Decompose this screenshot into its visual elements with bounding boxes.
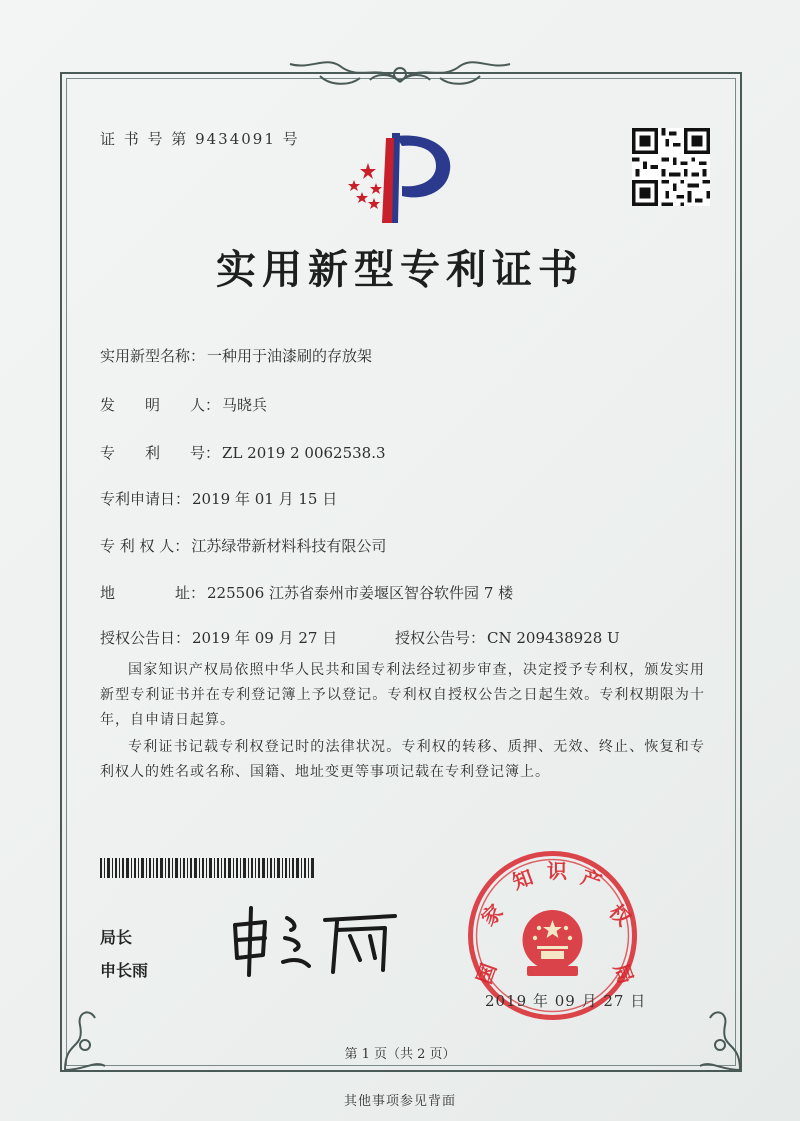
- certificate-number: 证 书 号 第 9434091 号: [100, 130, 300, 148]
- director-signature: [225, 900, 405, 980]
- svg-text:知: 知: [509, 864, 537, 895]
- field-value: ZL 2019 2 0062538.3: [222, 444, 386, 462]
- cnipa-logo-icon: [340, 128, 465, 223]
- field-value: 江苏绿带新材料科技有限公司: [191, 537, 387, 555]
- field-grant-number: [395, 627, 620, 648]
- director-title: 局长: [100, 928, 133, 947]
- director-name: 申长雨: [100, 961, 149, 980]
- barcode-icon: [100, 858, 315, 878]
- statement-paragraph-2: 专利证书记载专利权登记时的法律状况。专利权的转移、质押、无效、终止、恢复和专利权人的姓名或名称、国籍、地址变更等事项记载在专利登记簿上。: [100, 739, 705, 780]
- field-label: 发 明 人：: [100, 396, 221, 414]
- field-grant-date: [100, 627, 337, 648]
- field-label: 授权公告日：: [100, 629, 191, 647]
- svg-text:权: 权: [604, 899, 636, 931]
- field-value: 2019 年 09 月 27 日: [192, 629, 338, 647]
- field-label: 专利申请日：: [100, 490, 191, 508]
- field-filing-date: [100, 488, 337, 509]
- field-utility-model-name: [100, 345, 372, 366]
- top-ornament: [280, 52, 520, 92]
- svg-text:国: 国: [471, 960, 502, 988]
- field-address: [100, 582, 513, 603]
- field-value: 一种用于油漆刷的存放架: [207, 347, 373, 365]
- svg-text:识: 识: [547, 859, 567, 883]
- corner-ornament-bottom-right: [690, 1000, 750, 1080]
- field-value: CN 209438928 U: [487, 629, 620, 647]
- certificate-title: 实用新型专利证书: [216, 247, 584, 293]
- field-label: 专 利 号：: [100, 444, 221, 462]
- statement-paragraph-1: 国家知识产权局依照中华人民共和国专利法经过初步审查，决定授予专利权，颁发实用新型专利证书并在专利登记簿上予以登记。专利权自授权公告之日起生效。专利权期限为十年，自申请日起算。: [100, 662, 705, 728]
- field-patentee: [100, 535, 386, 556]
- page-indicator: 第 1 页（共 2 页）: [344, 1047, 456, 1062]
- field-value: 马晓兵: [222, 396, 268, 414]
- corner-ornament-bottom-left: [55, 1000, 115, 1080]
- svg-text:家: 家: [476, 899, 508, 931]
- qr-code-icon: [632, 128, 710, 206]
- field-label: 授权公告号：: [395, 629, 486, 647]
- svg-text:产: 产: [577, 864, 605, 895]
- field-label: 实用新型名称：: [100, 347, 206, 365]
- field-value: 2019 年 01 月 15 日: [192, 490, 338, 508]
- seal-date: 2019 年 09 月 27 日: [485, 992, 647, 1010]
- field-label: 专 利 权 人：: [100, 537, 190, 555]
- field-label: 地 址：: [100, 584, 206, 602]
- field-value: 225506 江苏省泰州市姜堰区智谷软件园 7 楼: [207, 584, 514, 602]
- field-inventor: [100, 394, 267, 415]
- field-patent-number: [100, 442, 386, 463]
- footer-note: 其他事项参见背面: [343, 1094, 456, 1109]
- svg-text:局: 局: [608, 960, 639, 988]
